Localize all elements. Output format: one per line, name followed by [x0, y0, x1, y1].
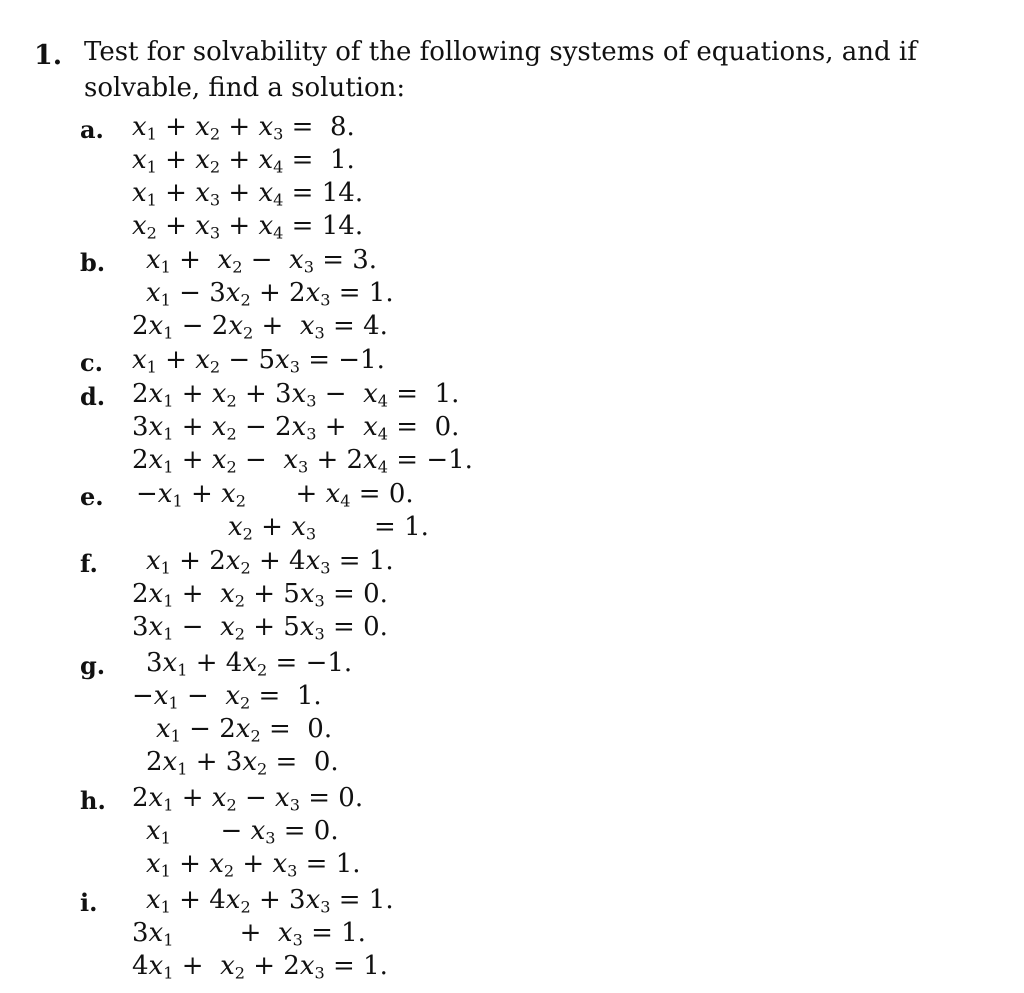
part-label-d: d. — [80, 382, 106, 411]
part-label-g: g. — [80, 651, 106, 680]
equation-f-1: $x_1 + 2x_2 + 4x_3 = 1$. — [146, 546, 394, 578]
equation-f-3: $3x_1 - x_2 + 5x_3 = 0$. — [132, 612, 388, 644]
equation-b-2: $x_1 - 3x_2 + 2x_3 = 1$. — [146, 278, 394, 310]
equation-e-1: $-x_1 + x_2$ + $x_4 = 0$. — [136, 479, 414, 511]
equation-a-4: $x_2 + x_3 + x_4 = 14$. — [132, 211, 364, 243]
equation-h-1: $2x_1 + x_2 - x_3 = 0$. — [132, 783, 364, 815]
part-label-f: f. — [80, 549, 98, 578]
equation-c-1: $x_1 + x_2 - 5x_3 = -1$. — [132, 345, 385, 377]
equation-d-1: $2x_1 + x_2 + 3x_3 - x_4 = 1$. — [132, 379, 460, 411]
equation-h-3: $x_1 + x_2 + x_3 = 1$. — [146, 849, 361, 881]
equation-i-1: $x_1 + 4x_2 + 3x_3 = 1$. — [146, 885, 394, 917]
part-label-b: b. — [80, 248, 106, 277]
part-label-i: i. — [80, 888, 98, 917]
equation-g-3: $x_1 - 2x_2 = 0$. — [156, 714, 333, 746]
equation-b-3: $2x_1 - 2x_2 + x_3 = 4$. — [132, 311, 388, 343]
equation-g-2: $-x_1 - x_2 = 1$. — [132, 681, 322, 713]
equation-d-3: $2x_1 + x_2 - x_3 + 2x_4 = -1$. — [132, 445, 473, 477]
equation-i-3: $4x_1 + x_2 + 2x_3 = 1$. — [132, 951, 388, 983]
equation-a-3: $x_1 + x_3 + x_4 = 14$. — [132, 178, 364, 210]
equation-e-2: $x_2 + x_3$ = 1. — [228, 512, 429, 544]
part-label-c: c. — [80, 348, 103, 377]
equation-i-2: $3x_1$ + $x_3 = 1$. — [132, 918, 366, 950]
equation-a-2: $x_1 + x_2 + x_4 = 1$. — [132, 145, 355, 177]
equation-b-1: $x_1 + x_2 - x_3 = 3$. — [146, 245, 378, 277]
equation-h-2: $x_1$ − $x_3 = 0$. — [146, 816, 339, 848]
part-label-h: h. — [80, 786, 106, 815]
equation-a-1: $x_1 + x_2 + x_3 = 8$. — [132, 112, 355, 144]
equation-g-1: $3x_1 + 4x_2 = -1$. — [146, 648, 353, 680]
equation-g-4: $2x_1 + 3x_2 = 0$. — [146, 747, 339, 779]
equation-d-2: $3x_1 + x_2 - 2x_3 + x_4 = 0$. — [132, 412, 460, 444]
problem-number: 1. — [34, 40, 63, 71]
problem-statement: Test for solvability of the following systems of equations, and if solvable, find a solution: — [84, 37, 917, 103]
part-label-a: a. — [80, 115, 104, 144]
equation-f-2: $2x_1 + x_2 + 5x_3 = 0$. — [132, 579, 388, 611]
part-label-e: e. — [80, 482, 104, 511]
